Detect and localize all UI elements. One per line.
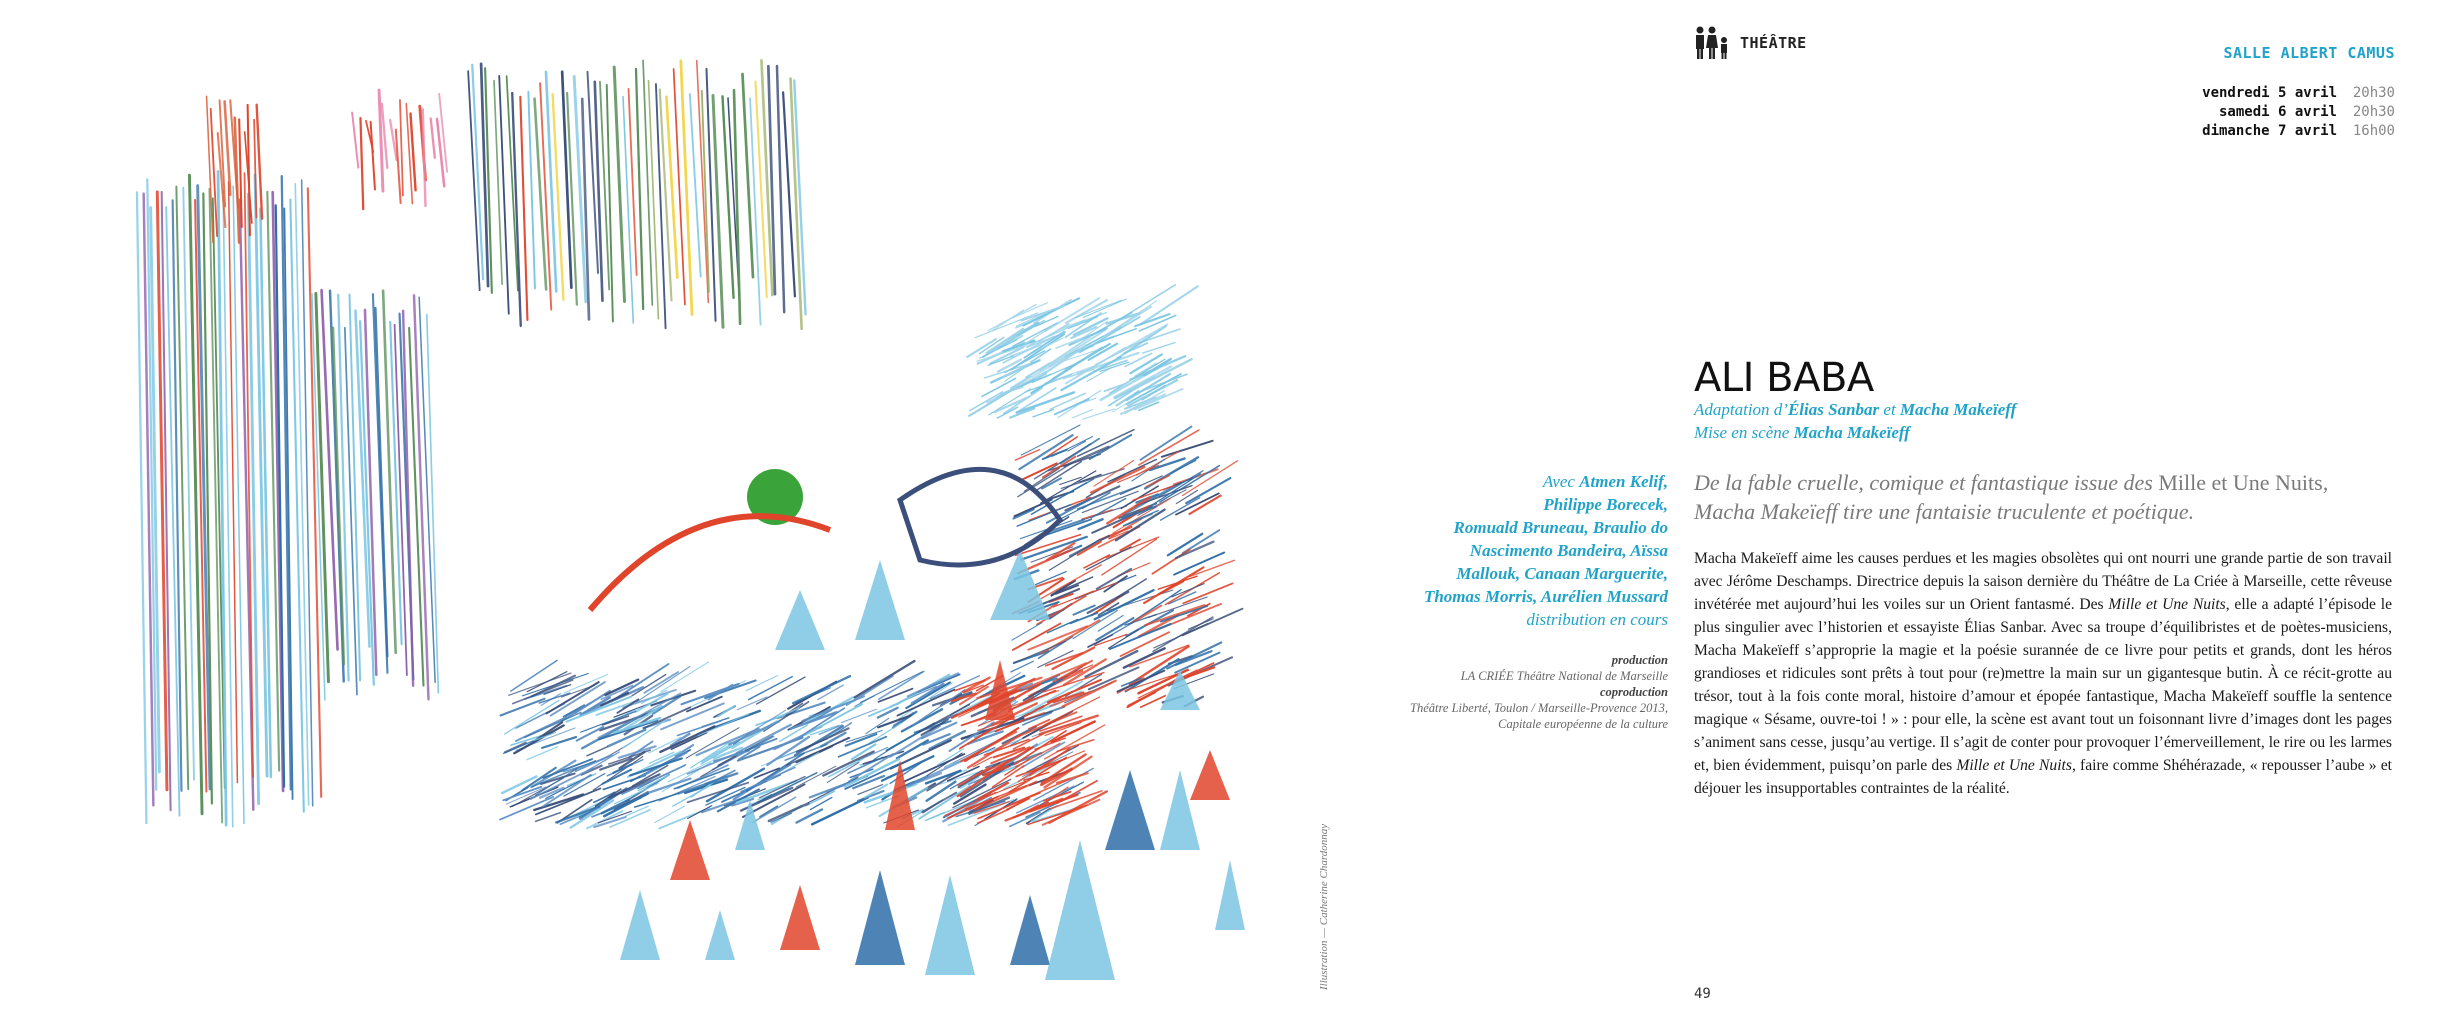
pencil-stroke [1162, 441, 1213, 457]
date-time: 20h30 [2352, 104, 2395, 120]
pencil-stroke [506, 787, 545, 804]
pencil-stroke [688, 806, 712, 819]
cast-line [1408, 539, 1668, 562]
pencil-stroke [737, 697, 767, 710]
pencil-stroke [1176, 542, 1213, 558]
pencil-stroke [793, 676, 850, 703]
pencil-stroke [1083, 409, 1115, 419]
triangle-shape [705, 910, 735, 960]
triangle-shape [780, 885, 820, 950]
cast-names: Atmen Kelif, [1579, 472, 1668, 491]
pencil-stroke [176, 186, 188, 789]
pencil-stroke [1078, 430, 1134, 457]
date-day: dimanche 7 avril [2202, 123, 2337, 139]
lead-part-2: , Macha Makeïeff tire une fantaisie truculente et poétique. [1694, 470, 2329, 524]
category-header [1694, 26, 1807, 60]
pencil-stroke [257, 105, 262, 219]
pencil-stroke [1108, 459, 1156, 481]
cast-names: Thomas Morris, Aurélien Mussard [1423, 587, 1668, 606]
pencil-stroke [1084, 555, 1110, 568]
body-text-3: , faire comme Shéhérazade, « repousser l’aube » et déjouer les insupportables contraintes de la réalité. [1694, 757, 2392, 797]
pencil-stroke [610, 810, 650, 827]
triangle-shape [855, 870, 905, 965]
coproduction-value: Capitale européenne de la culture [1498, 717, 1668, 731]
triangle-shape [1215, 860, 1245, 930]
pencil-stroke [352, 113, 358, 168]
adaptation-prefix: Adaptation d’ [1694, 400, 1788, 419]
cast-line [1408, 585, 1668, 608]
illustration-credit: Illustration — Catherine Chardonnay [1318, 823, 1330, 990]
production-label: production [1611, 653, 1668, 667]
date-row [2202, 84, 2395, 103]
pencil-stroke [1055, 399, 1089, 414]
venue-name: SALLE ALBERT CAMUS [2223, 44, 2395, 62]
date-time: 16h00 [2352, 123, 2395, 139]
pencil-stroke [846, 734, 877, 746]
pencil-stroke [626, 806, 649, 816]
director-name: Macha Makeïeff [1793, 423, 1910, 442]
adaptation-credit [1694, 400, 2016, 420]
cast-names: Mallouk, Canaan Marguerite, [1456, 564, 1668, 583]
body-title-2: Mille et Une Nuits [1956, 757, 2072, 774]
pencil-strokes [137, 60, 1242, 828]
production-value: LA CRIÉE Théâtre National de Marseille [1460, 669, 1668, 683]
adaptation-author-1: Élias Sanbar [1787, 400, 1880, 419]
family-people-icon [1694, 26, 1734, 60]
cast-names: Philippe Borecek, [1543, 495, 1668, 514]
triangle-shape [1105, 770, 1155, 850]
pencil-stroke [967, 339, 995, 357]
triangle-shape [1010, 895, 1050, 965]
red-arc-shape [590, 516, 830, 610]
lead-paragraph [1694, 468, 2394, 526]
direction-prefix: Mise en scène [1694, 423, 1794, 442]
pencil-stroke [333, 328, 344, 664]
pencil-stroke [1033, 409, 1054, 416]
pencil-stroke [644, 672, 678, 693]
pencil-stroke [661, 662, 709, 692]
pencil-stroke [1012, 623, 1042, 641]
adaptation-joiner: et [1879, 400, 1900, 419]
pencil-stroke [229, 182, 238, 783]
pencil-stroke [1071, 327, 1096, 338]
cast-names: Nascimento Bandeira, Aïssa [1469, 541, 1668, 560]
pencil-stroke [1190, 560, 1235, 576]
pencil-stroke [225, 101, 231, 194]
pencil-stroke [308, 188, 321, 797]
pencil-stroke [736, 710, 786, 741]
pencil-stroke [718, 706, 735, 717]
dates-list [2202, 84, 2395, 141]
pencil-stroke [829, 759, 862, 776]
pencil-stroke [1158, 576, 1197, 589]
date-row [2202, 122, 2395, 141]
pencil-stroke [769, 708, 799, 721]
cast-list [1408, 470, 1668, 631]
pencil-stroke [975, 313, 1038, 338]
cast-note: distribution en cours [1526, 610, 1668, 629]
pencil-stroke [742, 74, 752, 277]
pencil-stroke [423, 109, 426, 206]
pencil-stroke [536, 813, 561, 822]
body-title-1: Mille et Une Nuits [2108, 596, 2226, 613]
triangle-shape [1045, 840, 1115, 980]
pencil-stroke [1014, 509, 1034, 518]
pencil-stroke [1153, 617, 1213, 651]
cast-prefix: Avec [1542, 472, 1580, 491]
page-number: 49 [1694, 986, 1711, 1002]
body-text-1: Macha Makeïeff aime les causes perdues et les magies obsolètes qui ont nourri une grande partie de son travail avec Jérôme Deschamps. Directrice depuis la saison dernière du Théâtre de La Criée à Marseille, cette rêveuse invétérée met aujourd’hui les voiles sur un Orient fantasmé. Des [1694, 550, 2392, 613]
pencil-stroke [722, 96, 733, 297]
body-text-2: , elle a adapté l’épisode le plus singulier avec l’historien et essayiste Élias Sanbar. Avec sa troupe d’équilibristes et de poètes-musiciens, Macha Makeïeff s’approprie la magie et la poésie surannée de ce livre pour petits et grands, dont les héros grandioses et ridicules sont prêts à tout pour (re)mettre la main sur un gigantesque butin. À ce récit-grotte au trésor, tout à la fois conte moral, histoire d’amour et épopée fantastique, Macha Makeïeff souffle la sentence magique « Sésame, ouvre-toi ! » : pour elle, la scène est avant tout un foisonnant livre d’images dont les pages s’animent sans cesse, jusqu’au vertige. Il s’agit de conter pour provoquer l’émerveillement, le rire ou les larmes et, bien évidemment, puisqu’on parle des [1694, 596, 2392, 774]
pencil-stroke [660, 89, 672, 300]
date-day: vendredi 5 avril [2202, 85, 2337, 101]
pencil-stroke [499, 76, 509, 314]
pencil-stroke [866, 718, 889, 733]
body-paragraph [1694, 547, 2392, 800]
pencil-stroke [1086, 547, 1131, 570]
pencil-stroke [400, 100, 403, 195]
cast-line [1408, 470, 1668, 493]
coproduction-label: coproduction [1599, 685, 1668, 699]
date-day: samedi 6 avril [2218, 104, 2337, 120]
category-label: THÉÂTRE [1740, 34, 1807, 52]
cast-line [1408, 516, 1668, 539]
triangle-shape [1190, 750, 1230, 800]
pencil-stroke [810, 797, 832, 809]
pencil-stroke [528, 92, 535, 289]
pencil-stroke [1128, 692, 1155, 706]
pencil-stroke [1107, 313, 1140, 323]
pencil-stroke [371, 122, 375, 190]
lead-title: Mille et Une Nuits [2158, 470, 2323, 495]
date-row [2202, 103, 2395, 122]
pencil-stroke [878, 708, 898, 718]
pencil-stroke [827, 784, 847, 792]
triangle-shape [1160, 670, 1200, 710]
production-credits [1338, 652, 1668, 732]
triangle-shape [670, 820, 710, 880]
pencil-stroke [1061, 357, 1120, 390]
pencil-stroke [546, 72, 556, 292]
pencil-stroke [760, 806, 777, 816]
direction-credit [1694, 423, 1910, 443]
pencil-stroke [1078, 542, 1101, 555]
pencil-stroke [1073, 611, 1117, 639]
pencil-stroke [587, 747, 607, 756]
pencil-stroke [535, 99, 547, 290]
pencil-stroke [1160, 466, 1220, 502]
triangle-shape [855, 560, 905, 640]
lead-part-1: De la fable cruelle, comique et fantastique issue des [1694, 470, 2159, 495]
pencil-stroke [396, 130, 401, 203]
cast-names: Romuald Bruneau, Braulio do [1453, 518, 1668, 537]
pencil-stroke [1183, 583, 1232, 603]
coproduction-value: Théâtre Liberté, Toulon / Marseille-Provence 2013, [1410, 701, 1668, 715]
pencil-stroke [1098, 615, 1123, 631]
show-title: ALI BABA [1694, 355, 1874, 401]
triangle-shape [925, 875, 975, 975]
triangle-shape [620, 890, 660, 960]
cast-line [1408, 562, 1668, 585]
triangle-shape [1160, 770, 1200, 850]
adaptation-author-2: Macha Makeïeff [1899, 400, 2017, 419]
pencil-stroke [520, 97, 527, 320]
triangle-shape [775, 590, 825, 650]
pencil-stroke [687, 697, 722, 712]
cast-line [1408, 493, 1668, 516]
pencil-stroke [643, 60, 652, 305]
pencil-stroke [360, 118, 363, 209]
pencil-stroke [431, 119, 435, 158]
date-time: 20h30 [2352, 85, 2395, 101]
